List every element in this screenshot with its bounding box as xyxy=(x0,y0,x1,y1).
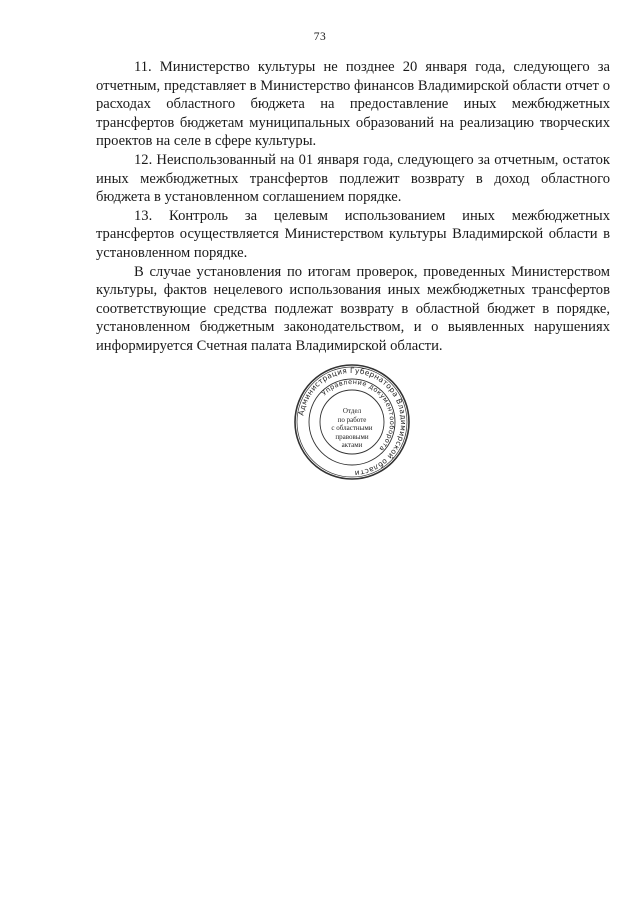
seal-line: правовыми xyxy=(335,432,369,441)
document-body xyxy=(96,58,610,356)
seal-line: Отдел xyxy=(342,407,362,415)
seal-line: актами xyxy=(341,441,363,450)
seal-middle-text: Управление документооборота xyxy=(320,377,397,453)
seal-line: по работе xyxy=(337,415,367,424)
paragraph-13: 13. Контроль за целевым использованием иных межбюджетных трансфертов осуществляется Министерством культуры Владимирской области в установленном порядке. xyxy=(96,207,610,261)
paragraph-misuse: В случае установления по итогам проверок, проведенных Министерством культуры, фактов нецелевого использования иных межбюджетных трансфертов соответствующие средства подлежат возврату в областной бюджет в порядке, установленном бюджетным законодательством, и о выявленных нарушениях информируется Счетная палата Владимирской области. xyxy=(96,263,610,354)
seal-center-text xyxy=(322,407,382,450)
page-number: 73 xyxy=(313,31,327,43)
seal-line: с областными xyxy=(331,424,373,433)
official-seal-stamp xyxy=(293,363,411,481)
seal-outer-text: Администрация Губернатора Владимирской области xyxy=(296,365,409,478)
paragraph-11: 11. Министерство культуры не позднее 20 января года, следующего за отчетным, представляет в Министерство финансов Владимирской области отчет о расходах областного бюджета на предоставление иных межбюджетных трансфертов бюджетам муниципальных образований на реализацию творческих проектов на селе в сфере культуры. xyxy=(96,59,610,150)
paragraph-12: 12. Неиспользованный на 01 января года, следующего за отчетным, остаток иных межбюджетных трансфертов подлежит возврату в доход областного бюджета в установленном соглашением порядке. xyxy=(96,151,610,206)
